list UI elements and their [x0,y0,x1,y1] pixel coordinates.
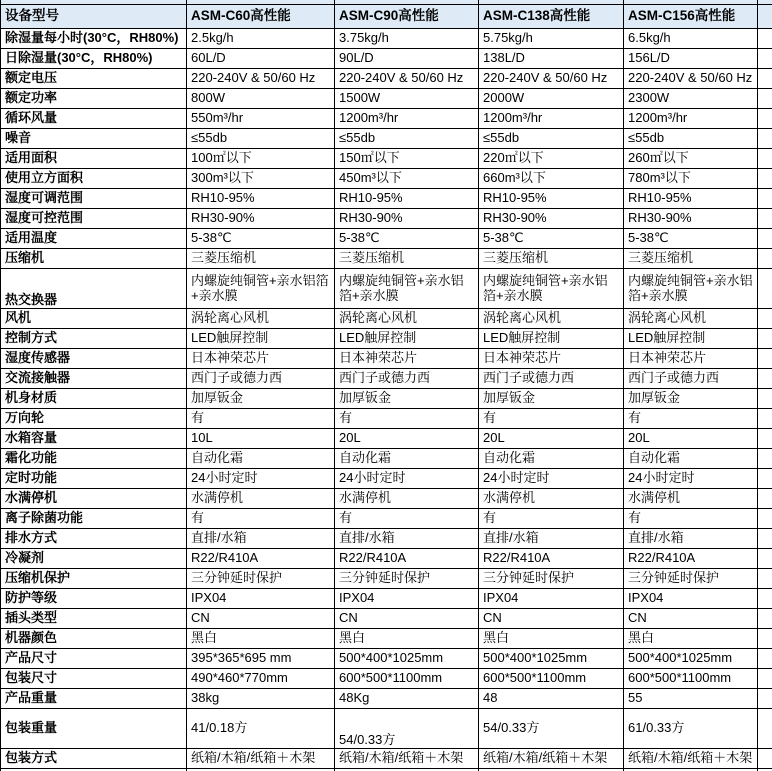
row-label-cell[interactable]: 交流接触器 [1,368,187,388]
spec-cell[interactable]: RH10-95% [187,188,335,208]
row-label-cell[interactable]: 压缩机 [1,248,187,268]
spec-cell[interactable]: CN [335,608,479,628]
row-label-cell[interactable]: 冷凝剂 [1,548,187,568]
spec-cell[interactable]: R22/R410A [335,548,479,568]
spec-cell[interactable]: 20L [335,428,479,448]
spec-cell[interactable]: 水满停机 [335,488,479,508]
spec-cell[interactable]: 600*500*1100mm [479,668,624,688]
cutoff-column-cell [758,568,772,588]
spec-cell[interactable]: 涡轮离心风机 [624,308,758,328]
spec-cell[interactable]: 5.75kg/h [479,28,624,48]
table-row [1,488,772,508]
cutoff-column-cell [758,108,772,128]
spec-cell[interactable]: 5-38℃ [624,228,758,248]
spec-cell[interactable]: 有 [624,508,758,528]
spec-cell[interactable]: 2.5kg/h [187,28,335,48]
spec-cell[interactable]: 800W [187,88,335,108]
spec-cell[interactable]: 涡轮离心风机 [335,308,479,328]
row-label-cell[interactable]: 适用温度 [1,228,187,248]
spec-cell[interactable]: 西门子或德力西 [479,368,624,388]
spec-cell[interactable]: 500*400*1025mm [624,648,758,668]
cutoff-column-cell [758,328,772,348]
header-cell-asm-c60[interactable]: ASM-C60高性能 [187,4,335,28]
spec-cell[interactable]: 日本神荣芯片 [335,348,479,368]
cutoff-column-cell [758,308,772,328]
row-label-cell[interactable]: 湿度传感器 [1,348,187,368]
spec-cell[interactable]: 有 [624,408,758,428]
cutoff-column-cell [758,348,772,368]
cutoff-column-cell [758,708,772,748]
table-row [1,668,772,688]
cutoff-column-cell [758,228,772,248]
spec-cell[interactable]: 6.5kg/h [624,28,758,48]
row-label-cell[interactable]: 水满停机 [1,488,187,508]
spec-cell[interactable]: 600*500*1100mm [624,668,758,688]
row-label-cell[interactable]: 排水方式 [1,528,187,548]
row-label-cell[interactable]: 额定功率 [1,88,187,108]
cutoff-column-cell [758,188,772,208]
table-row [1,88,772,108]
spec-cell[interactable]: 300m³以下 [187,168,335,188]
spec-cell[interactable]: RH30-90% [479,208,624,228]
spec-cell[interactable]: 直排/水箱 [187,528,335,548]
spec-cell[interactable]: 450m³以下 [335,168,479,188]
spec-cell[interactable]: RH10-95% [624,188,758,208]
spec-cell[interactable]: RH10-95% [479,188,624,208]
spec-cell[interactable]: 156L/D [624,48,758,68]
spec-cell[interactable]: 有 [335,508,479,528]
cutoff-column-cell [758,748,772,768]
table-row [1,348,772,368]
cutoff-column-cell [758,468,772,488]
row-label-cell[interactable]: 日除湿量(30°C，RH80%) [1,48,187,68]
spec-cell[interactable]: 日本神荣芯片 [624,348,758,368]
spec-cell[interactable]: RH30-90% [335,208,479,228]
table-row [1,308,772,328]
spec-cell[interactable]: CN [624,608,758,628]
row-label-cell[interactable]: 插头类型 [1,608,187,628]
table-row [1,448,772,468]
spec-cell[interactable]: 24小时定时 [187,468,335,488]
row-label-cell[interactable]: 包装尺寸 [1,668,187,688]
cutoff-column-cell [758,208,772,228]
spec-cell[interactable]: R22/R410A [187,548,335,568]
spec-cell[interactable]: 加厚钣金 [187,388,335,408]
spec-cell[interactable]: 直排/水箱 [624,528,758,548]
table-row [1,268,772,308]
cutoff-column-cell [758,388,772,408]
spec-cell[interactable]: 有 [187,508,335,528]
spec-cell[interactable]: ≤55db [335,128,479,148]
spec-cell[interactable]: 黑白 [479,628,624,648]
spec-cell[interactable]: 有 [479,408,624,428]
spec-cell[interactable]: 3.75kg/h [335,28,479,48]
row-label-cell[interactable]: 防护等级 [1,588,187,608]
row-label-cell[interactable]: 湿度可控范围 [1,208,187,228]
spec-cell[interactable]: 220-240V & 50/60 Hz [335,68,479,88]
spec-cell[interactable]: 三菱压缩机 [335,248,479,268]
table-row [1,608,772,628]
spec-cell[interactable]: 纸箱/木箱/纸箱＋木架 [335,748,479,768]
spec-cell[interactable]: RH10-95% [335,188,479,208]
cutoff-column-cell [758,528,772,548]
table-row [1,708,772,748]
table-row [1,248,772,268]
spec-cell[interactable]: 内螺旋纯铜管+亲水铝箔+亲水膜 [479,268,624,308]
spec-cell[interactable]: 1200m³/hr [335,108,479,128]
spec-cell[interactable]: 内螺旋纯铜管+亲水铝箔+亲水膜 [624,268,758,308]
table-row [1,568,772,588]
table-row [1,28,772,48]
spec-cell[interactable]: 日本神荣芯片 [187,348,335,368]
cutoff-column-cell [758,28,772,48]
spec-cell[interactable]: R22/R410A [479,548,624,568]
spec-cell[interactable]: 日本神荣芯片 [479,348,624,368]
cutoff-column-cell [758,448,772,468]
row-label-cell[interactable]: 湿度可调范围 [1,188,187,208]
spec-cell[interactable]: 水满停机 [187,488,335,508]
spec-cell[interactable]: 三菱压缩机 [479,248,624,268]
table-row [1,748,772,768]
spec-cell[interactable]: 纸箱/木箱/纸箱＋木架 [187,748,335,768]
spec-cell[interactable]: 1200m³/hr [624,108,758,128]
spec-cell[interactable]: 660m³以下 [479,168,624,188]
spec-cell[interactable]: 三菱压缩机 [187,248,335,268]
row-label-cell[interactable]: 适用面积 [1,148,187,168]
row-label-cell[interactable]: 风机 [1,308,187,328]
cutoff-column-cell [758,628,772,648]
spec-cell[interactable]: 1500W [335,88,479,108]
cutoff-column-cell [758,148,772,168]
table-row [1,688,772,708]
spec-cell[interactable]: RH30-90% [624,208,758,228]
spec-cell[interactable]: 260㎡以下 [624,148,758,168]
cutoff-column-cell [758,548,772,568]
spec-cell[interactable]: 有 [335,408,479,428]
row-label-cell[interactable]: 万向轮 [1,408,187,428]
spec-cell[interactable]: 三分钟延时保护 [187,568,335,588]
spec-cell[interactable]: 500*400*1025mm [479,648,624,668]
header-cell-asm-c156[interactable]: ASM-C156高性能 [624,4,758,28]
spec-cell[interactable]: RH30-90% [187,208,335,228]
spec-cell[interactable]: 西门子或德力西 [624,368,758,388]
spec-cell[interactable]: 500*400*1025mm [335,648,479,668]
spec-cell[interactable]: 自动化霜 [479,448,624,468]
table-row [1,508,772,528]
cutoff-column-cell [758,428,772,448]
spec-cell[interactable]: 涡轮离心风机 [479,308,624,328]
row-label-cell[interactable]: 使用立方面积 [1,168,187,188]
spec-cell[interactable]: 38kg [187,688,335,708]
row-label-cell[interactable]: 霜化功能 [1,448,187,468]
row-label-cell[interactable]: 机身材质 [1,388,187,408]
spec-cell[interactable]: 有 [187,408,335,428]
spec-cell[interactable]: IPX04 [624,588,758,608]
spec-cell[interactable]: 550m³/hr [187,108,335,128]
spec-cell[interactable]: 220-240V & 50/60 Hz [624,68,758,88]
cutoff-column-cell [758,408,772,428]
cutoff-column-cell [758,648,772,668]
cutoff-column-cell [758,588,772,608]
table-row [1,108,772,128]
table-row [1,408,772,428]
spec-cell[interactable]: 220㎡以下 [479,148,624,168]
spec-cell[interactable]: CN [479,608,624,628]
table-row [1,228,772,248]
spec-cell[interactable]: 直排/水箱 [335,528,479,548]
row-label-cell[interactable]: 压缩机保护 [1,568,187,588]
table-row [1,548,772,568]
spec-cell[interactable]: 220-240V & 50/60 Hz [479,68,624,88]
spec-cell[interactable]: 自动化霜 [187,448,335,468]
spec-cell[interactable]: 10L [187,428,335,448]
spec-cell[interactable]: 138L/D [479,48,624,68]
spec-cell[interactable]: 自动化霜 [624,448,758,468]
spec-cell[interactable]: IPX04 [479,588,624,608]
row-label-cell[interactable]: 产品尺寸 [1,648,187,668]
table-row [1,588,772,608]
header-cell-asm-c90[interactable]: ASM-C90高性能 [335,4,479,28]
header-cutoff-cell [758,4,772,28]
row-label-cell[interactable]: 水箱容量 [1,428,187,448]
spec-cell[interactable]: 55 [624,688,758,708]
spec-cell[interactable]: 100㎡以下 [187,148,335,168]
spec-cell[interactable]: 三分钟延时保护 [479,568,624,588]
row-label-cell[interactable]: 机器颜色 [1,628,187,648]
cutoff-column-cell [758,248,772,268]
spec-cell[interactable]: LED触屏控制 [335,328,479,348]
spec-cell[interactable]: 90L/D [335,48,479,68]
spec-cell[interactable]: LED触屏控制 [624,328,758,348]
spec-cell[interactable]: 内螺旋纯铜管+亲水铝箔+亲水膜 [335,268,479,308]
table-row [1,468,772,488]
spec-cell[interactable]: LED触屏控制 [187,328,335,348]
spec-cell[interactable]: 三分钟延时保护 [335,568,479,588]
spec-cell[interactable]: 150㎡以下 [335,148,479,168]
table-row [1,128,772,148]
cutoff-column-cell [758,508,772,528]
spec-cell[interactable]: 黑白 [624,628,758,648]
table-row [1,628,772,648]
spec-cell[interactable]: 黑白 [187,628,335,648]
cutoff-column-cell [758,488,772,508]
table-row [1,368,772,388]
spec-cell[interactable]: 西门子或德力西 [335,368,479,388]
spec-cell[interactable]: 2000W [479,88,624,108]
spec-cell[interactable]: 48 [479,688,624,708]
header-cell-asm-c138[interactable]: ASM-C138高性能 [479,4,624,28]
spec-cell[interactable]: 61/0.33方 [624,708,758,748]
cutoff-column-cell [758,68,772,88]
row-label-cell[interactable]: 噪音 [1,128,187,148]
spec-cell[interactable]: 2300W [624,88,758,108]
table-row [1,68,772,88]
table-row [1,388,772,408]
table-row [1,168,772,188]
cutoff-column-cell [758,168,772,188]
row-label-cell[interactable]: 控制方式 [1,328,187,348]
spec-cell[interactable]: 41/0.18方 [187,708,335,748]
spec-cell[interactable]: ≤55db [479,128,624,148]
spec-cell[interactable]: 48Kg [335,688,479,708]
row-label-cell[interactable]: 包装重量 [1,708,187,748]
cutoff-column-cell [758,128,772,148]
cutoff-column-cell [758,368,772,388]
spec-cell[interactable]: 5-38℃ [335,228,479,248]
spec-cell[interactable]: 395*365*695 mm [187,648,335,668]
spec-cell[interactable]: 水满停机 [624,488,758,508]
spec-cell[interactable]: ≤55db [624,128,758,148]
spec-cell[interactable]: CN [187,608,335,628]
table-row [1,648,772,668]
spec-cell[interactable]: 20L [624,428,758,448]
spec-cell[interactable]: IPX04 [335,588,479,608]
spec-cell[interactable]: 黑白 [335,628,479,648]
spec-cell[interactable]: 54/0.33方 [335,708,479,748]
row-label-cell[interactable]: 包装方式 [1,748,187,768]
spec-cell[interactable]: 自动化霜 [335,448,479,468]
spec-cell[interactable]: 20L [479,428,624,448]
cutoff-column-cell [758,688,772,708]
row-label-cell[interactable]: 循环风量 [1,108,187,128]
table-row [1,428,772,448]
table-row [1,148,772,168]
spec-cell[interactable]: LED触屏控制 [479,328,624,348]
spec-cell[interactable]: ≤55db [187,128,335,148]
spec-cell[interactable]: 24小时定时 [624,468,758,488]
spec-table-body [1,28,772,768]
spec-cell[interactable]: 加厚钣金 [335,388,479,408]
row-label-cell[interactable]: 除湿量每小时(30°C，RH80%) [1,28,187,48]
spec-cell[interactable]: 纸箱/木箱/纸箱＋木架 [624,748,758,768]
spec-cell[interactable]: 三菱压缩机 [624,248,758,268]
row-label-cell[interactable]: 定时功能 [1,468,187,488]
spec-cell[interactable]: 24小时定时 [335,468,479,488]
spec-cell[interactable]: R22/R410A [624,548,758,568]
cutoff-column-cell [758,608,772,628]
table-row [1,48,772,68]
spec-cell[interactable]: 西门子或德力西 [187,368,335,388]
spec-cell[interactable]: 加厚钣金 [624,388,758,408]
row-label-cell[interactable]: 产品重量 [1,688,187,708]
spec-cell[interactable]: 24小时定时 [479,468,624,488]
row-label-cell[interactable]: 热交换器 [1,268,187,308]
spec-cell[interactable]: 内螺旋纯铜管+亲水铝箔+亲水膜 [187,268,335,308]
spec-cell[interactable]: 水满停机 [479,488,624,508]
header-row [1,4,772,28]
table-row [1,328,772,348]
table-row [1,208,772,228]
spec-cell[interactable]: 600*500*1100mm [335,668,479,688]
spec-cell[interactable]: IPX04 [187,588,335,608]
spec-cell[interactable]: 490*460*770mm [187,668,335,688]
cutoff-column-cell [758,268,772,308]
spec-cell[interactable]: 5-38℃ [479,228,624,248]
cutoff-column-cell [758,48,772,68]
spec-cell[interactable]: 54/0.33方 [479,708,624,748]
spec-cell[interactable]: 纸箱/木箱/纸箱＋木架 [479,748,624,768]
spec-cell[interactable]: 有 [479,508,624,528]
header-cell-device-model[interactable]: 设备型号 [1,4,187,28]
table-row [1,188,772,208]
spec-cell[interactable]: 5-38℃ [187,228,335,248]
cutoff-column-cell [758,88,772,108]
spec-cell[interactable]: 涡轮离心风机 [187,308,335,328]
spec-cell[interactable]: 直排/水箱 [479,528,624,548]
row-label-cell[interactable]: 额定电压 [1,68,187,88]
row-label-cell[interactable]: 离子除菌功能 [1,508,187,528]
spec-cell[interactable]: 220-240V & 50/60 Hz [187,68,335,88]
cutoff-column-cell [758,668,772,688]
table-row [1,528,772,548]
spec-cell[interactable]: 三分钟延时保护 [624,568,758,588]
spec-cell[interactable]: 1200m³/hr [479,108,624,128]
spec-cell[interactable]: 780m³以下 [624,168,758,188]
spec-cell[interactable]: 加厚钣金 [479,388,624,408]
spec-cell[interactable]: 60L/D [187,48,335,68]
